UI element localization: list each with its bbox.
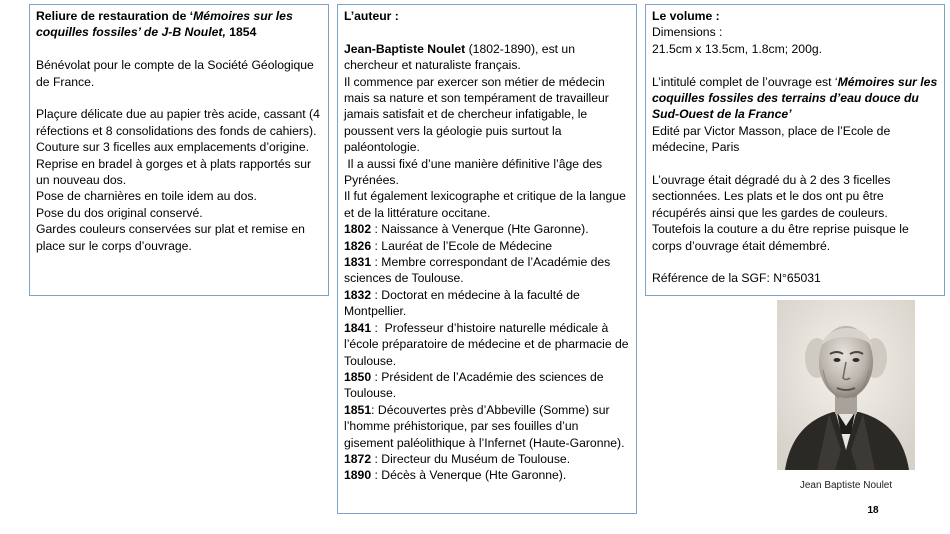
timeline-entry: 1802 : Naissance à Venerque (Hte Garonne). [344,222,589,237]
author-bio: Il commence par exercer son métier de médecin mais sa nature et son tempérament de travailleur jamais satisfait et de chercheur infatigable, le poussent vers la géologie puis surtout la paléontologie. [344,74,609,155]
restoration-line: Couture sur 3 ficelles aux emplacements d’origine. [36,140,309,155]
author-heading: L’auteur : [344,9,399,23]
timeline-entry: 1831 : Membre correspondant de l’Académie des sciences de Toulouse. [344,255,611,286]
timeline-entry: 1851: Découvertes près d’Abbeville (Somme) sur l’homme préhistorique, par ses fouilles d’un gisement paléolithique à l’Infernet (Haute-Garonne). [344,402,625,450]
volume-reference: Référence de la SGF: N°65031 [652,271,821,286]
author-intro: Jean-Baptiste Noulet (1802-1890), est un chercheur et naturaliste français. [344,41,575,73]
portrait-icon [777,300,915,470]
restoration-line: Plaçure délicate due au papier très acide, cassant (4 réfections et 8 consolidations des fonds de cahiers). [36,107,320,138]
author-bio: Il fut également lexicographe et critique de la langue et de la littérature occitane. [344,189,626,220]
timeline-entry: 1890 : Décès à Venerque (Hte Garonne). [344,468,567,483]
volume-condition: L’ouvrage était dégradé du à 2 des 3 ficelles sectionnées. Les plats et le dos ont pu être récupérés ainsi que les gardes de couleurs. Toutefois la couture a du être reprise puisque le corps d’ouvrage était démembré. [652,173,909,253]
restoration-line: Pose de charnières en toile idem au dos. [36,189,257,204]
restoration-line: Gardes couleurs conservées sur plat et remise en place sur le corps d’ouvrage. [36,222,305,253]
restoration-line: Pose du dos original conservé. [36,205,203,220]
portrait-caption: Jean Baptiste Noulet [799,480,893,491]
timeline-entry: 1841 : Professeur d’histoire naturelle médicale à l’école préparatoire de médecine et de pharmacie de Toulouse. [344,320,629,368]
timeline-entry: 1832 : Doctorat en médecine à la faculté de Montpellier. [344,287,580,319]
volume-publisher: Edité par Victor Masson, place de l’Ecole de médecine, Paris [652,123,891,155]
timeline-entry: 1826 : Lauréat de l’Ecole de Médecine [344,238,553,253]
restoration-box [29,4,329,296]
restoration-title: Reliure de restauration de ‘Mémoires sur les coquilles fossiles’ de J-B Noulet, 1854 [36,9,293,40]
author-box [337,4,637,514]
author-portrait [777,300,915,470]
timeline-entry: 1872 : Directeur du Muséum de Toulouse. [344,451,571,466]
author-bio: Il a aussi fixé d’une manière définitive l’âge des Pyrénées. [344,156,606,188]
volume-box [645,4,945,296]
timeline-entry: 1850 : Président de l’Académie des sciences de Toulouse. [344,369,604,401]
page-number: 18 [867,505,879,516]
volume-dimensions-value: 21.5cm x 13.5cm, 1.8cm; 200g. [652,41,823,56]
restoration-line: Reprise en bradel à gorges et à plats rapportés sur un nouveau dos. [36,156,312,188]
volume-dimensions-label: Dimensions : [652,25,723,40]
restoration-benevolat: Bénévolat pour le compte de la Société Géologique de France. [36,58,314,89]
volume-full-title: L’intitulé complet de l’ouvrage est ‘Mémoires sur les coquilles fossiles des terrains d’eau douce du Sud-Ouest de la France’ [652,74,938,122]
volume-heading: Le volume : [652,9,720,23]
